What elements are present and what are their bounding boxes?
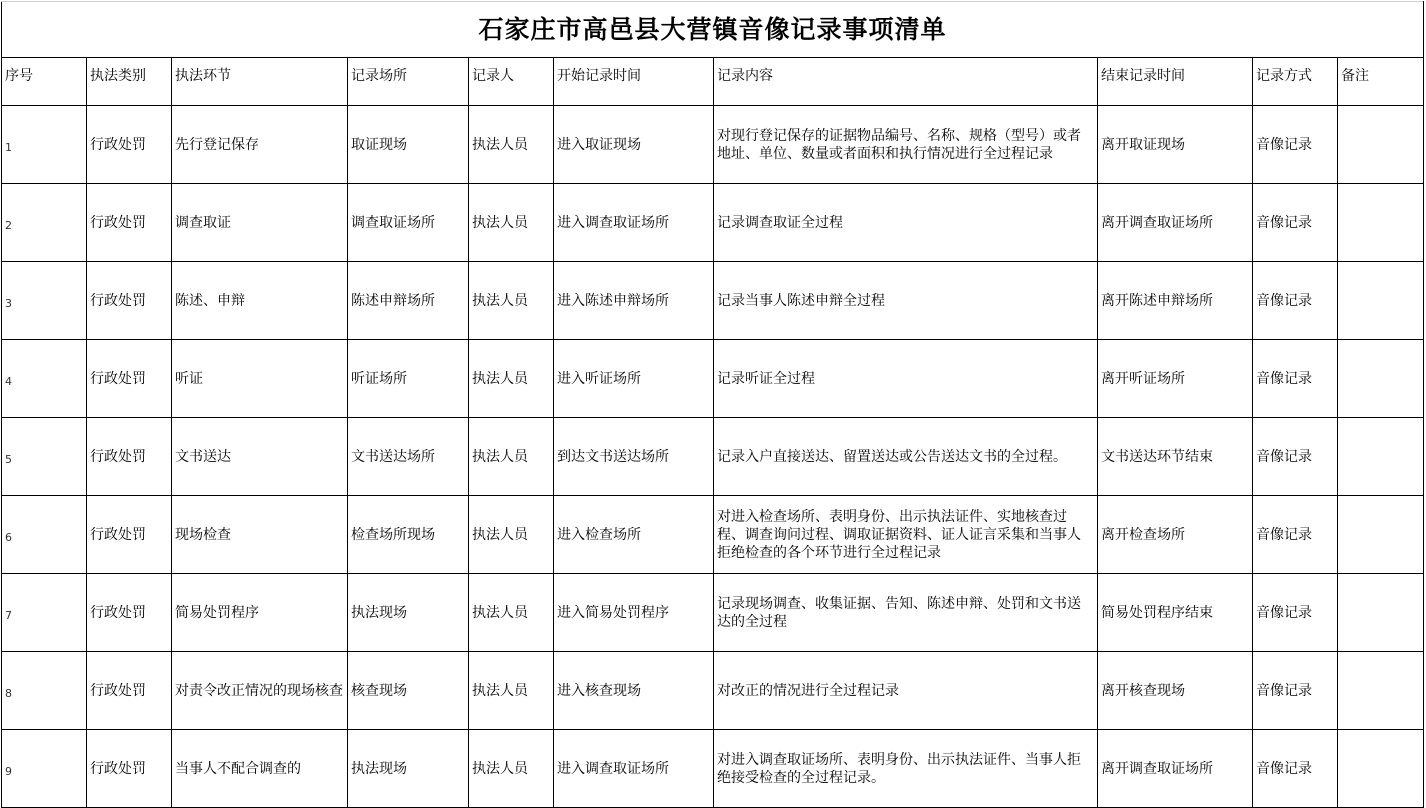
table-row [2, 730, 1424, 808]
stage-cell[interactable]: 现场检查 [172, 496, 348, 574]
start-time-cell[interactable]: 进入陈述申辩场所 [554, 262, 714, 340]
end-time-cell[interactable]: 文书送达环节结束 [1098, 418, 1253, 496]
end-time-cell[interactable]: 简易处罚程序结束 [1098, 574, 1253, 652]
note-cell[interactable] [1338, 496, 1424, 574]
note-cell[interactable] [1338, 106, 1424, 184]
header-cell-recorder[interactable]: 记录人 [469, 58, 554, 106]
table-row [2, 418, 1424, 496]
seq-cell[interactable]: 1 [2, 106, 87, 184]
note-cell[interactable] [1338, 418, 1424, 496]
end-time-cell[interactable]: 离开取证现场 [1098, 106, 1253, 184]
category-cell[interactable]: 行政处罚 [87, 262, 172, 340]
category-cell[interactable]: 行政处罚 [87, 574, 172, 652]
content-cell[interactable]: 记录现场调查、收集证据、告知、陈述申辩、处罚和文书送达的全过程 [714, 574, 1098, 652]
place-cell[interactable]: 文书送达场所 [348, 418, 469, 496]
place-cell[interactable]: 陈述申辩场所 [348, 262, 469, 340]
recorder-cell[interactable]: 执法人员 [469, 106, 554, 184]
stage-cell[interactable]: 调查取证 [172, 184, 348, 262]
end-time-cell[interactable]: 离开检查场所 [1098, 496, 1253, 574]
category-cell[interactable]: 行政处罚 [87, 106, 172, 184]
end-time-cell[interactable]: 离开调查取证场所 [1098, 184, 1253, 262]
seq-cell[interactable]: 4 [2, 340, 87, 418]
header-cell-note[interactable]: 备注 [1338, 58, 1424, 106]
method-cell[interactable]: 音像记录 [1253, 418, 1338, 496]
end-time-cell[interactable]: 离开陈述申辩场所 [1098, 262, 1253, 340]
note-cell[interactable] [1338, 652, 1424, 730]
category-cell[interactable]: 行政处罚 [87, 652, 172, 730]
place-cell[interactable]: 检查场所现场 [348, 496, 469, 574]
recorder-cell[interactable]: 执法人员 [469, 574, 554, 652]
header-cell-category[interactable]: 执法类别 [87, 58, 172, 106]
stage-cell[interactable]: 听证 [172, 340, 348, 418]
start-time-cell[interactable]: 进入核查现场 [554, 652, 714, 730]
place-cell[interactable]: 核查现场 [348, 652, 469, 730]
seq-cell[interactable]: 3 [2, 262, 87, 340]
recorder-cell[interactable]: 执法人员 [469, 652, 554, 730]
content-cell[interactable]: 对改正的情况进行全过程记录 [714, 652, 1098, 730]
note-cell[interactable] [1338, 262, 1424, 340]
seq-cell[interactable]: 9 [2, 730, 87, 808]
stage-cell[interactable]: 陈述、申辩 [172, 262, 348, 340]
start-time-cell[interactable]: 进入简易处罚程序 [554, 574, 714, 652]
recorder-cell[interactable]: 执法人员 [469, 262, 554, 340]
place-cell[interactable]: 听证场所 [348, 340, 469, 418]
header-cell-seq[interactable]: 序号 [2, 58, 87, 106]
method-cell[interactable]: 音像记录 [1253, 730, 1338, 808]
recorder-cell[interactable]: 执法人员 [469, 340, 554, 418]
recorder-cell[interactable]: 执法人员 [469, 496, 554, 574]
place-cell[interactable]: 执法现场 [348, 730, 469, 808]
category-cell[interactable]: 行政处罚 [87, 418, 172, 496]
record-items-table [1, 1, 1424, 808]
end-time-cell[interactable]: 离开核查现场 [1098, 652, 1253, 730]
table-row [2, 262, 1424, 340]
table-row [2, 340, 1424, 418]
start-time-cell[interactable]: 进入调查取证场所 [554, 184, 714, 262]
seq-cell[interactable]: 8 [2, 652, 87, 730]
table-row [2, 652, 1424, 730]
content-cell[interactable]: 记录调查取证全过程 [714, 184, 1098, 262]
header-cell-method[interactable]: 记录方式 [1253, 58, 1338, 106]
method-cell[interactable]: 音像记录 [1253, 262, 1338, 340]
place-cell[interactable]: 执法现场 [348, 574, 469, 652]
header-cell-start[interactable]: 开始记录时间 [554, 58, 714, 106]
table-row [2, 106, 1424, 184]
content-cell[interactable]: 对进入检查场所、表明身份、出示执法证件、实地核查过程、调查询问过程、调取证据资料、证人证言采集和当事人拒绝检查的各个环节进行全过程记录 [714, 496, 1098, 574]
method-cell[interactable]: 音像记录 [1253, 574, 1338, 652]
method-cell[interactable]: 音像记录 [1253, 106, 1338, 184]
end-time-cell[interactable]: 离开听证场所 [1098, 340, 1253, 418]
content-cell[interactable]: 记录听证全过程 [714, 340, 1098, 418]
note-cell[interactable] [1338, 574, 1424, 652]
start-time-cell[interactable]: 进入取证现场 [554, 106, 714, 184]
place-cell[interactable]: 取证现场 [348, 106, 469, 184]
header-row [2, 58, 1424, 106]
recorder-cell[interactable]: 执法人员 [469, 418, 554, 496]
place-cell[interactable]: 调查取证场所 [348, 184, 469, 262]
stage-cell[interactable]: 简易处罚程序 [172, 574, 348, 652]
stage-cell[interactable]: 文书送达 [172, 418, 348, 496]
header-cell-stage[interactable]: 执法环节 [172, 58, 348, 106]
method-cell[interactable]: 音像记录 [1253, 184, 1338, 262]
content-cell[interactable]: 对进入调查取证场所、表明身份、出示执法证件、当事人拒绝接受检查的全过程记录。 [714, 730, 1098, 808]
content-cell[interactable]: 记录入户直接送达、留置送达或公告送达文书的全过程。 [714, 418, 1098, 496]
start-time-cell[interactable]: 进入听证场所 [554, 340, 714, 418]
content-cell[interactable]: 对现行登记保存的证据物品编号、名称、规格（型号）或者地址、单位、数量或者面积和执行情况进行全过程记录 [714, 106, 1098, 184]
method-cell[interactable]: 音像记录 [1253, 496, 1338, 574]
category-cell[interactable]: 行政处罚 [87, 340, 172, 418]
header-cell-place[interactable]: 记录场所 [348, 58, 469, 106]
seq-cell[interactable]: 2 [2, 184, 87, 262]
header-cell-content[interactable]: 记录内容 [714, 58, 1098, 106]
seq-cell[interactable]: 7 [2, 574, 87, 652]
stage-cell[interactable]: 对责令改正情况的现场核查 [172, 652, 348, 730]
seq-cell[interactable]: 5 [2, 418, 87, 496]
table-row [2, 496, 1424, 574]
recorder-cell[interactable]: 执法人员 [469, 730, 554, 808]
seq-cell[interactable]: 6 [2, 496, 87, 574]
stage-cell[interactable]: 当事人不配合调查的 [172, 730, 348, 808]
note-cell[interactable] [1338, 340, 1424, 418]
note-cell[interactable] [1338, 184, 1424, 262]
method-cell[interactable]: 音像记录 [1253, 340, 1338, 418]
start-time-cell[interactable]: 进入调查取证场所 [554, 730, 714, 808]
start-time-cell[interactable]: 进入检查场所 [554, 496, 714, 574]
start-time-cell[interactable]: 到达文书送达场所 [554, 418, 714, 496]
note-cell[interactable] [1338, 730, 1424, 808]
stage-cell[interactable]: 先行登记保存 [172, 106, 348, 184]
method-cell[interactable]: 音像记录 [1253, 652, 1338, 730]
header-cell-end[interactable]: 结束记录时间 [1098, 58, 1253, 106]
category-cell[interactable]: 行政处罚 [87, 184, 172, 262]
table-row [2, 574, 1424, 652]
table-row [2, 184, 1424, 262]
category-cell[interactable]: 行政处罚 [87, 496, 172, 574]
recorder-cell[interactable]: 执法人员 [469, 184, 554, 262]
end-time-cell[interactable]: 离开调查取证场所 [1098, 730, 1253, 808]
category-cell[interactable]: 行政处罚 [87, 730, 172, 808]
page-title[interactable]: 石家庄市高邑县大营镇音像记录事项清单 [2, 2, 1424, 58]
content-cell[interactable]: 记录当事人陈述申辩全过程 [714, 262, 1098, 340]
